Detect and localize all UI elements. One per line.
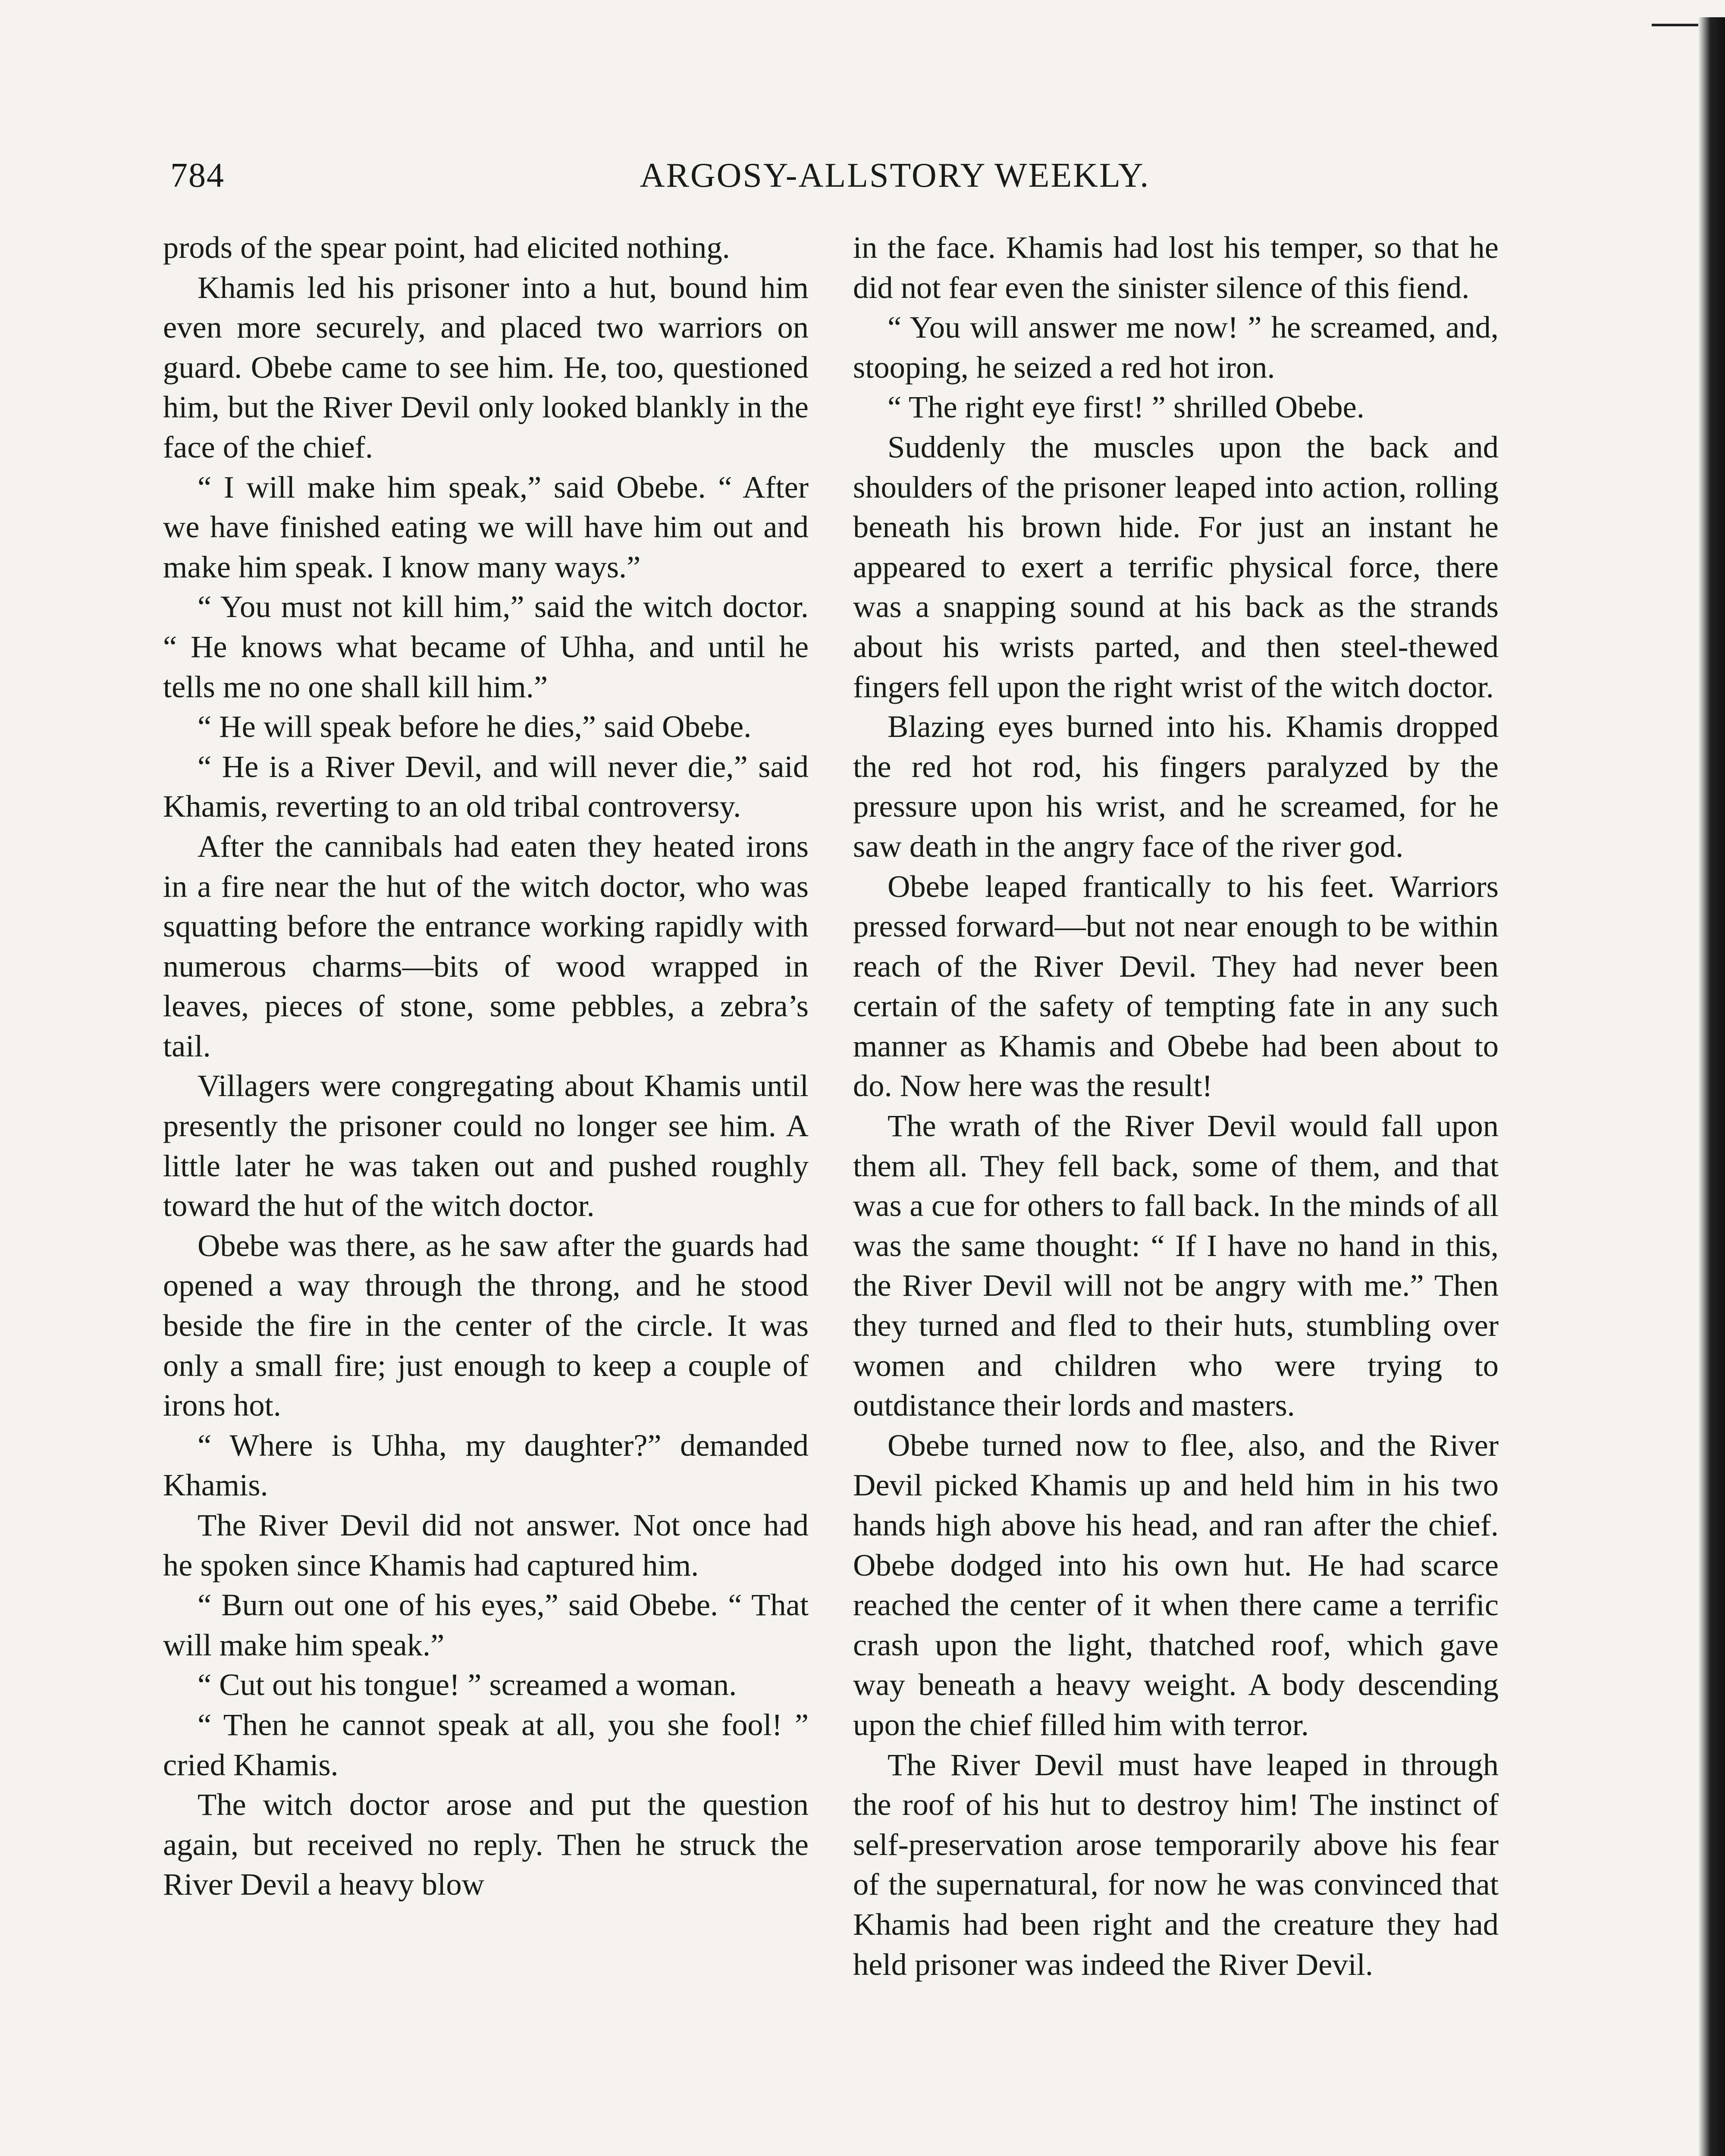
paragraph: “ Burn out one of his eyes,” said Obebe. “ That will make him speak.” (163, 1587, 809, 1662)
paragraph: Suddenly the muscles upon the back and shoulders of the prisoner leaped into action, rolling beneath his brown hide. For just an instant he appeared to exert a terrific physical force, there was a snapping sound at his back as the strands about his wrists parted, and then steel-thewed fingers fell upon the right wrist of the witch doctor. (853, 429, 1499, 704)
right-column (853, 228, 1499, 1984)
paragraph: The witch doctor arose and put the question again, but received no reply. Then he struck the River Devil a heavy blow (163, 1787, 809, 1902)
paragraph: Khamis led his prisoner into a hut, bound him even more securely, and placed two warriors on guard. Obebe came to see him. He, too, questioned him, but the River Devil only looked blankly in the face of the chief. (163, 270, 809, 464)
paragraph: Obebe was there, as he saw after the guards had opened a way through the throng, and he stood beside the fire in the center of the circle. It was only a small fire; just enough to keep a couple of irons hot. (163, 1228, 809, 1423)
paragraph: The wrath of the River Devil would fall upon them all. They fell back, some of them, and that was a cue for others to fall back. In the minds of all was the same thought: “ If I have no hand in this, the River Devil will not be angry with me.” Then they turned and fled to their huts, stumbling over women and children who were trying to outdistance their lords and masters. (853, 1108, 1499, 1423)
binding-edge (1698, 17, 1725, 2156)
paragraph: The River Devil must have leaped in through the roof of his hut to destroy him! The instinct of self-preservation arose temporarily above his fear of the supernatural, for now he was convinced that Khamis had been right and the creature they had held prisoner was indeed the River Devil. (853, 1747, 1499, 1982)
paragraph: Obebe turned now to flee, also, and the River Devil picked Khamis up and held him in his two hands high above his head, and ran after the chief. Obebe dodged into his own hut. He had scarce reached the center of it when there came a terrific crash upon the light, thatched roof, which gave way beneath a heavy weight. A body descending upon the chief filled him with terror. (853, 1427, 1499, 1742)
page-number: 784 (170, 157, 225, 194)
paragraph: “ I will make him speak,” said Obebe. “ After we have finished eating we will have him out and make him speak. I know many ways.” (163, 469, 809, 584)
paragraph: in the face. Khamis had lost his temper, so that he did not fear even the sinister silence of this fiend. (853, 230, 1499, 305)
paragraph: Blazing eyes burned into his. Khamis dropped the red hot rod, his fingers paralyzed by the pressure upon his wrist, and he screamed, for he saw death in the angry face of the river god. (853, 709, 1499, 864)
paragraph: After the cannibals had eaten they heated irons in a fire near the hut of the witch doctor, who was squatting before the entrance working rapidly with numerous charms—bits of wood wrapped in leaves, pieces of stone, some pebbles, a zebra’s tail. (163, 828, 809, 1063)
paragraph: prods of the spear point, had elicited nothing. (163, 230, 730, 265)
paragraph: “ Then he cannot speak at all, you she fool! ” cried Khamis. (163, 1707, 809, 1782)
paragraph: “ You must not kill him,” said the witch doctor. “ He knows what became of Uhha, and until he tells me no one shall kill him.” (163, 589, 809, 704)
paragraph: The River Devil did not answer. Not once had he spoken since Khamis had captured him. (163, 1507, 809, 1583)
paragraph: “ Cut out his tongue! ” screamed a woman. (198, 1667, 737, 1702)
paragraph: Obebe leaped frantically to his feet. Warriors pressed forward—but not near enough to be within reach of the River Devil. They had never been certain of the safety of tempting fate in any such manner as Khamis and Obebe had been about to do. Now here was the result! (853, 868, 1499, 1103)
paragraph: “ Where is Uhha, my daughter?” demanded Khamis. (163, 1427, 809, 1503)
paragraph: “ You will answer me now! ” he screamed, and, stooping, he seized a red hot iron. (853, 310, 1499, 385)
paragraph: Villagers were congregating about Khamis until presently the prisoner could no longer see him. A little later he was taken out and pushed roughly toward the hut of the witch doctor. (163, 1068, 809, 1223)
paragraph: “ He will speak before he dies,” said Obebe. (198, 709, 752, 744)
left-column (163, 228, 809, 1905)
paragraph: “ He is a River Devil, and will never die,” said Khamis, reverting to an old tribal controversy. (163, 749, 809, 824)
paragraph: “ The right eye first! ” shrilled Obebe. (888, 389, 1364, 425)
running-head: ARGOSY-ALLSTORY WEEKLY. (640, 157, 1150, 194)
